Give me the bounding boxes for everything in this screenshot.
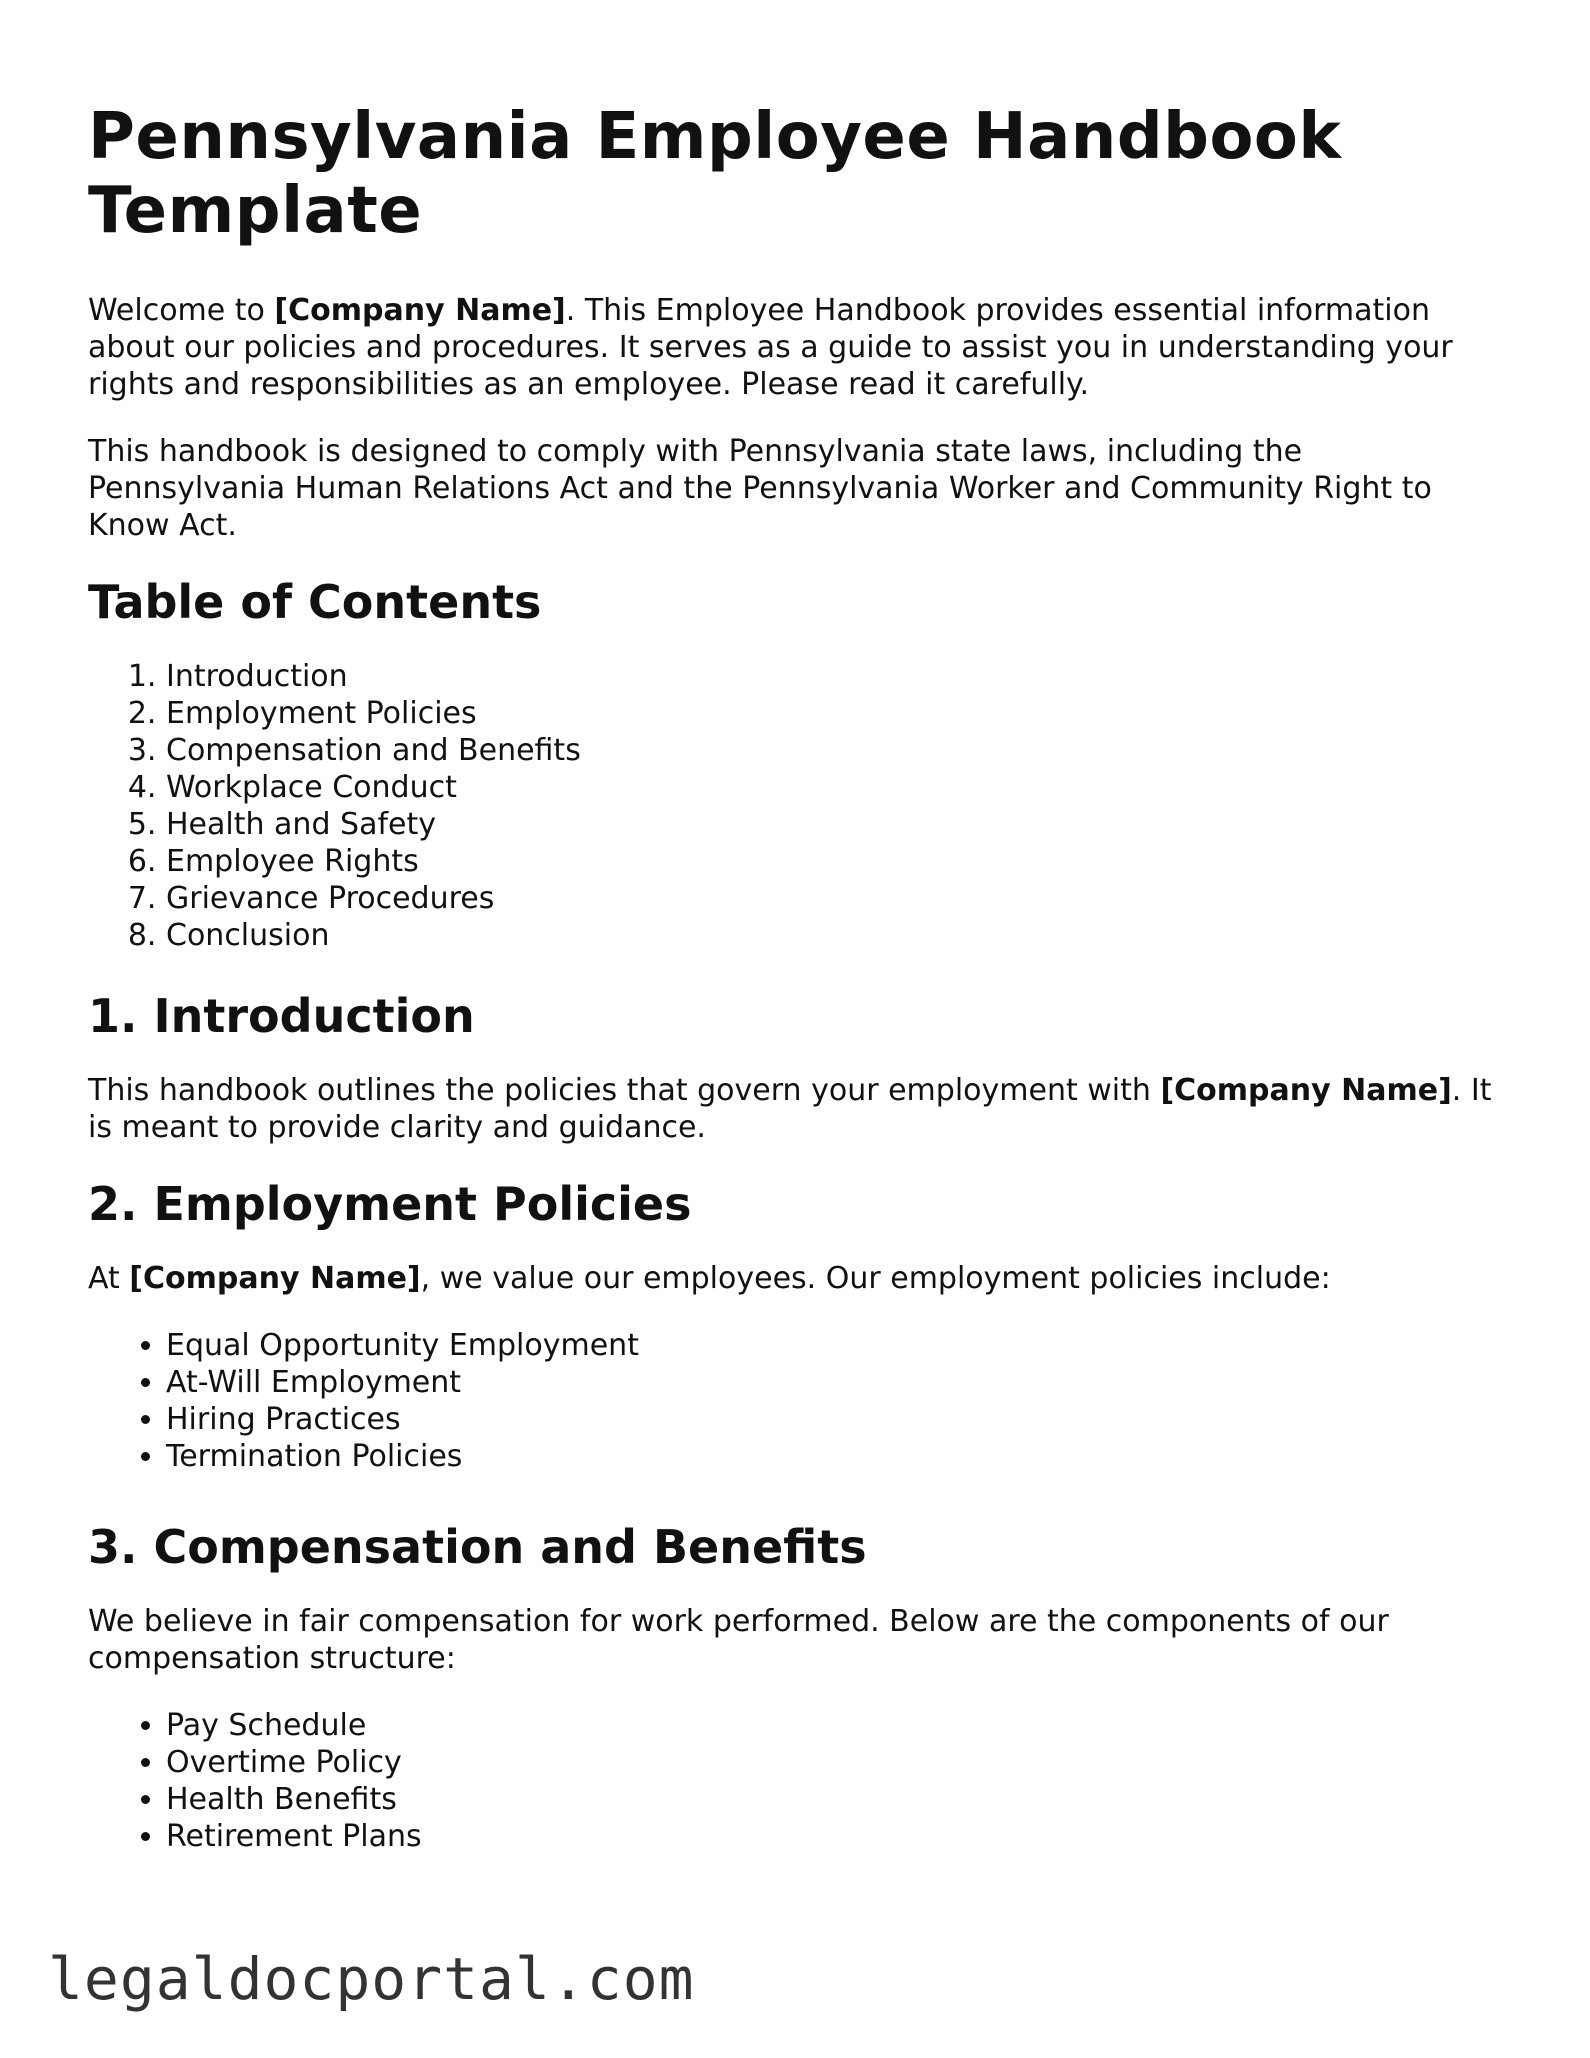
list-item: • Hiring Practices (166, 1401, 1508, 1438)
list-item: • Health Benefits (166, 1781, 1508, 1818)
list-item: • Overtime Policy (166, 1744, 1508, 1781)
list-item: • Termination Policies (166, 1438, 1508, 1475)
toc-item: 6. Employee Rights (166, 843, 1508, 880)
section-3-list (88, 1707, 1508, 1855)
section-2-list (88, 1327, 1508, 1475)
intro-company-name: [Company Name] (274, 293, 566, 328)
section-2-text-after: , we value our employees. Our employment policies include: (420, 1261, 1331, 1296)
toc-item: 3. Compensation and Benefits (166, 732, 1508, 769)
toc-heading: Table of Contents (88, 575, 542, 629)
intro-text-before: Welcome to (88, 293, 275, 328)
list-item: • At-Will Employment (166, 1364, 1508, 1401)
section-3-heading: 3. Compensation and Benefits (88, 1520, 867, 1574)
section-1-paragraph (88, 1072, 1508, 1146)
list-item: • Pay Schedule (166, 1707, 1508, 1744)
document-page (88, 100, 1508, 1889)
intro-paragraph-1 (88, 292, 1508, 403)
toc-item: 4. Workplace Conduct (166, 769, 1508, 806)
section-2-heading: 2. Employment Policies (88, 1177, 692, 1231)
toc-item: 7. Grievance Procedures (166, 880, 1508, 917)
section-2-company-name: [Company Name] (129, 1261, 421, 1296)
intro-paragraph-2: This handbook is designed to comply with Pennsylvania state laws, including the Pennsylvania Human Relations Act and the Pennsylvania Worker and Community Right to Know Act. (88, 434, 1432, 543)
section-1-heading: 1. Introduction (88, 989, 475, 1043)
section-3-paragraph: We believe in fair compensation for work performed. Below are the components of our compensation structure: (88, 1604, 1389, 1676)
site-watermark: legaldocportal.com (48, 1945, 695, 2013)
list-item: • Retirement Plans (166, 1818, 1508, 1855)
list-item: • Equal Opportunity Employment (166, 1327, 1508, 1364)
intro-text-after: . This Employee Handbook provides essential information about our policies and procedures. It serves as a guide to assist you in understanding your rights and responsibilities as an employee. Please read it carefully. (88, 293, 1453, 402)
section-2-paragraph (88, 1260, 1508, 1297)
toc-item: 1. Introduction (166, 658, 1508, 695)
section-1-company-name: [Company Name] (1160, 1073, 1452, 1108)
section-1-text-after: . It is meant to provide clarity and guidance. (88, 1073, 1492, 1145)
section-2-text-before: At (88, 1261, 130, 1296)
toc-list (88, 658, 1508, 954)
toc-item: 2. Employment Policies (166, 695, 1508, 732)
page-title: Pennsylvania Employee Handbook Template (88, 100, 1342, 248)
toc-item: 8. Conclusion (166, 917, 1508, 954)
toc-item: 5. Health and Safety (166, 806, 1508, 843)
section-1-text-before: This handbook outlines the policies that govern your employment with (88, 1073, 1161, 1108)
